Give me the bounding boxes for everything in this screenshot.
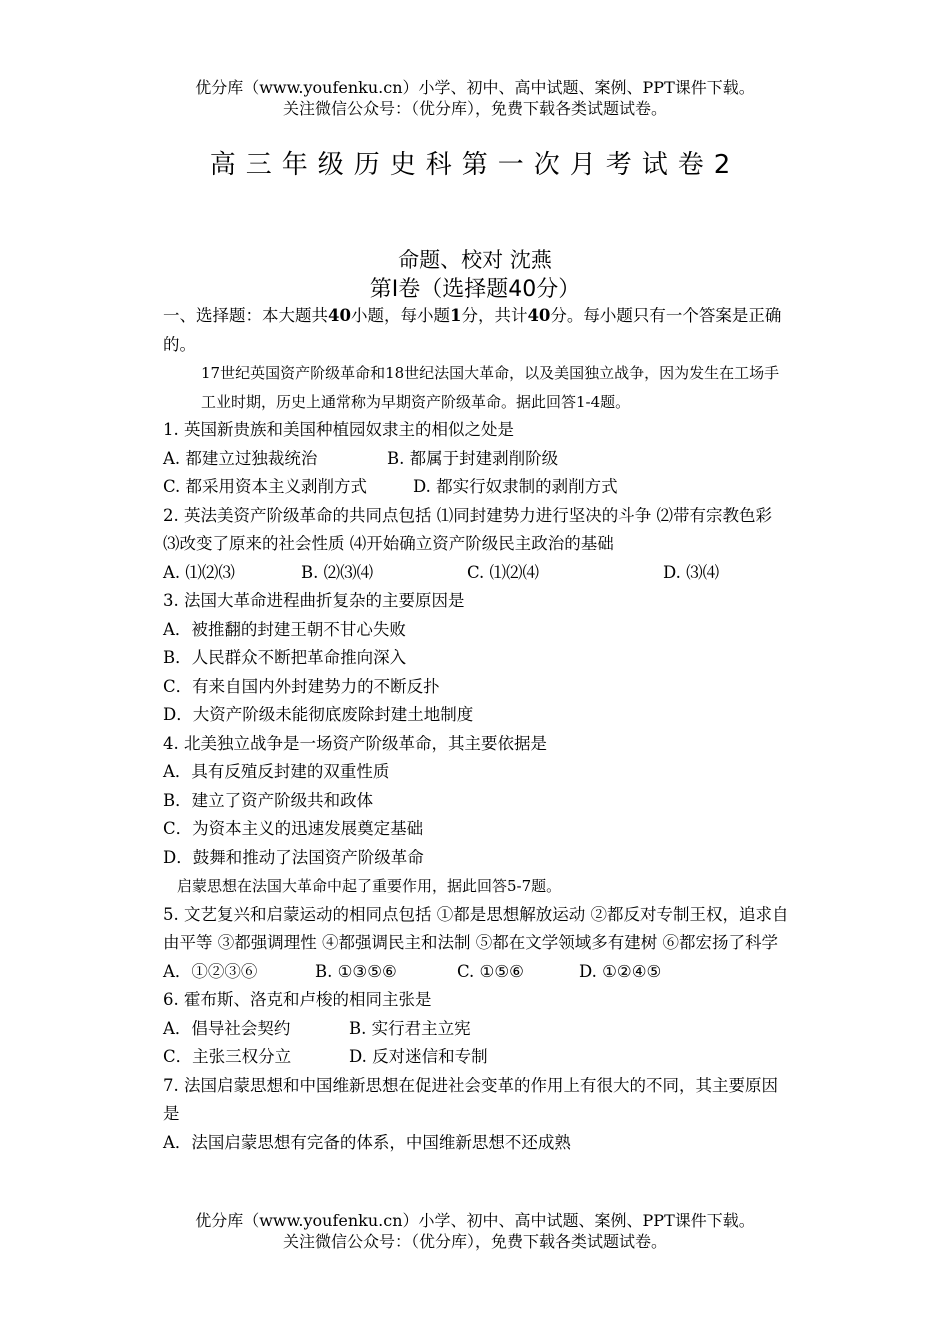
exam-title: 高三年级历史科第一次月考试卷2 [209,150,741,180]
q3-option-c: C．有来自国内外封建势力的不断反扑 [163,676,440,696]
question-6-stem: 6. 霍布斯、洛克和卢梭的相同主张是 [163,990,432,1009]
intro-paragraph-1: 17世纪英国资产阶级革命和18世纪法国大革命，以及美国独立战争，因为发生在工场手工业时期，历史上通常称为早期资产阶级革命。据此回答1-4题。 [201,364,780,411]
q3-option-b: B．人民群众不断把革命推向深入 [163,648,407,667]
q1-option-b: B. 都属于封建剥削阶级 [387,448,559,468]
q2-option-d: D. ⑶⑷ [663,562,720,582]
q5-option-b: B. ①③⑤⑥ [315,961,397,981]
question-4-stem: 4. 北美独立战争是一场资产阶级革命，其主要依据是 [163,733,547,753]
header-line-1: 优分库（www.youfenku.cn）小学、初中、高中试题、案例、PPT课件下载。 [195,78,755,97]
q4-option-a: A．具有反殖反封建的双重性质 [163,762,390,781]
q3-option-d: D．大资产阶级未能彻底废除封建土地制度 [163,705,474,724]
q7-option-a: A．法国启蒙思想有完备的体系，中国维新思想不还成熟 [163,1132,571,1152]
q2-option-a: A. ⑴⑵⑶ [163,562,235,582]
q6-option-d: D. 反对迷信和专制 [349,1047,488,1066]
author-line: 命题、校对 沈燕 [398,248,552,272]
footer-line-2: 关注微信公众号：（优分库），免费下载各类试题试卷。 [282,1232,667,1251]
section-heading: 第Ⅰ卷（选择题40分） [369,277,581,302]
q2-option-c: C. ⑴⑵⑷ [467,562,540,582]
question-1-options-cd [163,473,789,502]
question-5-options [163,958,789,987]
question-2-stem: 2. 英法美资产阶级革命的共同点包括 ⑴同封建势力进行坚决的斗争 ⑵带有宗教色彩 ⑶改变了原来的社会性质 ⑷开始确立资产阶级民主政治的基础 [163,505,772,553]
question-6-options-ab [163,1015,789,1044]
question-6-options-cd [163,1043,789,1072]
intro-paragraph-2: 启蒙思想在法国大革命中起了重要作用，据此回答5-7题。 [177,877,562,895]
q4-option-b: B．建立了资产阶级共和政体 [163,790,374,810]
question-7-stem: 7. 法国启蒙思想和中国维新思想在促进社会变革的作用上有很大的不同，其主要原因是 [163,1075,778,1123]
q6-option-b: B. 实行君主立宪 [349,1018,471,1038]
exam-content [163,302,789,1157]
question-1-options-ab [163,445,789,474]
instructions: 一、选择题：本大题共40小题，每小题1分，共计40分。每小题只有一个答案是正确的。 [163,306,782,354]
question-1-stem: 1. 英国新贵族和美国种植园奴隶主的相似之处是 [163,420,514,439]
q5-option-a: A．①②③⑥ [163,961,258,981]
header-line-2: 关注微信公众号：（优分库），免费下载各类试题试卷。 [282,99,667,118]
question-2-options [163,559,789,588]
question-5-stem: 5. 文艺复兴和启蒙运动的相同点包括 ①都是思想解放运动 ②都反对专制王权，追求自由平等 ③都强调理性 ④都强调民主和法制 ⑤都在文学领域多有建树 ⑥都宏扬了科学 [163,904,789,952]
q3-option-a: A．被推翻的封建王朝不甘心失败 [163,619,406,639]
footer-line-1: 优分库（www.youfenku.cn）小学、初中、高中试题、案例、PPT课件下载。 [195,1211,755,1230]
q1-option-a: A. 都建立过独裁统治 [163,448,318,468]
q5-option-d: D. ①②④⑤ [579,961,662,981]
q4-option-d: D．鼓舞和推动了法国资产阶级革命 [163,847,424,867]
q5-option-c: C. ①⑤⑥ [457,961,524,981]
q6-option-a: A．倡导社会契约 [163,1018,291,1038]
q6-option-c: C．主张三权分立 [163,1047,292,1066]
q4-option-c: C．为资本主义的迅速发展奠定基础 [163,819,424,838]
q2-option-b: B. ⑵⑶⑷ [301,562,374,582]
q1-option-d: D. 都实行奴隶制的剥削方式 [413,477,618,496]
q1-option-c: C. 都采用资本主义剥削方式 [163,477,368,496]
question-3-stem: 3. 法国大革命进程曲折复杂的主要原因是 [163,591,465,610]
